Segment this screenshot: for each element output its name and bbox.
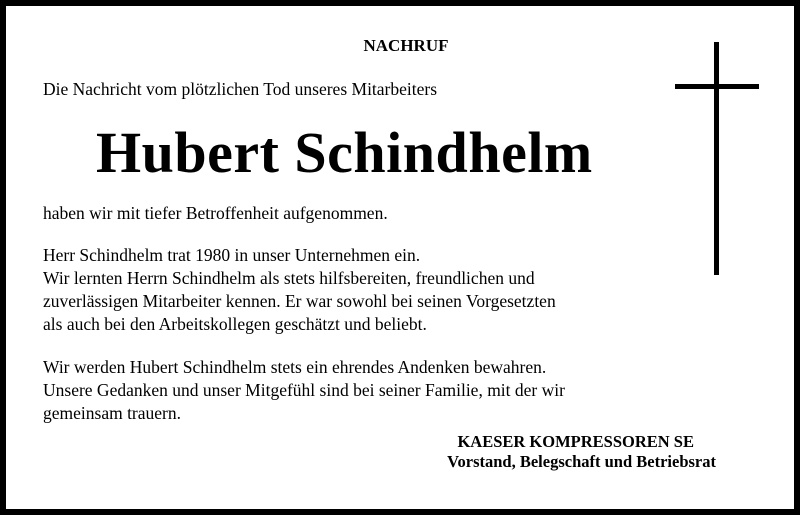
signature-company: KAESER KOMPRESSOREN SE <box>457 432 694 451</box>
cross-vertical-bar <box>714 42 719 275</box>
deceased-name: Hubert Schindhelm <box>96 120 593 185</box>
paragraph2-line: gemeinsam trauern. <box>43 403 182 423</box>
paragraph1-line: als auch bei den Arbeitskollegen geschätzt und beliebt. <box>43 314 427 334</box>
paragraph1-line: zuverlässigen Mitarbeiter kennen. Er war sowohl bei seinen Vorgesetzten <box>43 291 556 311</box>
signature-group: Vorstand, Belegschaft und Betriebsrat <box>447 452 716 471</box>
cross-horizontal-bar <box>675 84 759 89</box>
paragraph1-line: Herr Schindhelm trat 1980 in unser Unternehmen ein. <box>43 245 421 265</box>
paragraph2-line: Unsere Gedanken und unser Mitgefühl sind bei seiner Familie, mit der wir <box>43 380 565 400</box>
intro-line: Die Nachricht vom plötzlichen Tod unseres Mitarbeiters <box>43 79 438 99</box>
line-after-name: haben wir mit tiefer Betroffenheit aufgenommen. <box>43 203 388 223</box>
paragraph2-line: Wir werden Hubert Schindhelm stets ein ehrendes Andenken bewahren. <box>43 357 547 377</box>
notice-heading: NACHRUF <box>363 36 449 55</box>
paragraph1-line: Wir lernten Herrn Schindhelm als stets hilfsbereiten, freundlichen und <box>43 268 535 288</box>
